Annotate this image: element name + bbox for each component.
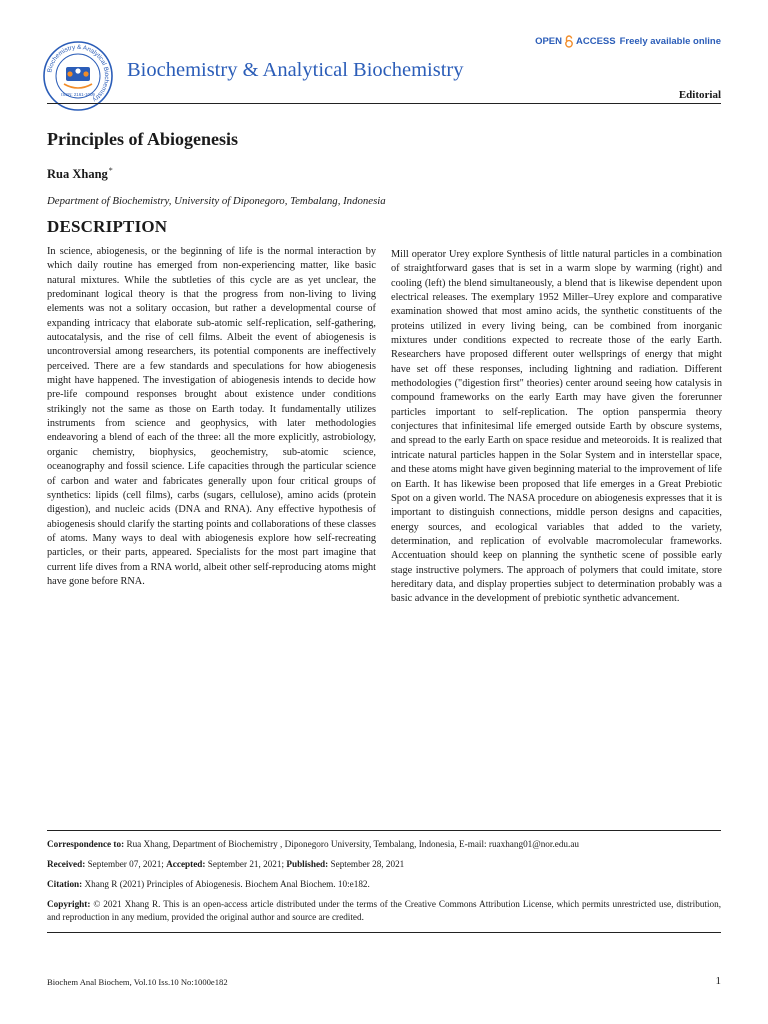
correspondence-text: Rua Xhang, Department of Biochemistry , Diponegoro University, Tembalang, Indonesia, E-mail: ruaxhang01@nor.edu.au (126, 839, 579, 849)
header-divider (47, 103, 721, 104)
correspondence-note (47, 838, 721, 851)
received-label: Received: (47, 859, 86, 869)
author-mark: * (108, 166, 113, 175)
journal-logo (42, 40, 114, 112)
citation-note (47, 878, 721, 891)
received-date: September 07, 2021; (87, 859, 164, 869)
publication-dates (47, 858, 721, 871)
footnote-divider-bottom (47, 932, 721, 933)
article-type: Editorial (678, 89, 721, 101)
page-number: 1 (715, 975, 721, 987)
copyright-note (47, 898, 721, 923)
author-affiliation: Department of Biochemistry, University of Diponegoro, Tembalang, Indonesia (47, 195, 386, 207)
accepted-label: Accepted: (166, 859, 206, 869)
correspondence-label: Correspondence to: (47, 839, 125, 849)
copyright-text: © 2021 Xhang R. This is an open-access article distributed under the terms of the Creative Commons Attribution License, which permits unrestricted use, distribution, and reproduction in any medium, provided the original author and source are credited. (47, 899, 722, 922)
open-access-tail: Freely available online (619, 36, 721, 47)
author-name: Rua Xhang (47, 167, 108, 182)
logo-issn: ISSN: 2161-1009 (61, 92, 95, 97)
published-label: Published: (286, 859, 329, 869)
open-access-access: ACCESS (576, 36, 616, 47)
open-lock-icon (564, 35, 574, 48)
body-column-left: In science, abiogenesis, or the beginning of life is the normal interaction by which daily routine has emerged from non-experiencing matter, like basic natural mixtures. While the subtleties of this cycle are as yet unclear, the predominant logical theory is that the progress from non-living to living elements was not a solitary occasion, but rather a developmental course of expanding intricacy that elaborate sub-atomic self-replication, self-gathering, autocatalysis, and the rise of cell films. Albeit the event of abiogenesis is uncontroversial among researchers, its potential components are ineffectively perceived. There are a few standards and speculations for how abiogenesis might have happened. The investigation of abiogenesis intends to decide how pre-life compound responses brought about existence under conditions strikingly not the same as those on Earth today. It fundamentally utilizes instruments from science and geophysics, with later methodologies endeavoring a blend of each of the three: all the more explicitly, astrobiology, organic chemistry, biophysics, geochemistry, sub-atomic science, oceanography and fossil science. Life capacities through the particular science of carbon and water and fabricates generally upon four critical groups of synthetics: lipids (cell films), carbs (sugars, cellulose), amino acids (protein digestion), and nucleic acids (DNA and RNA). Any effective hypothesis of abiogenesis should clarify the starting points and collaborations of these classes of atoms. Many ways to deal with abiogenesis explore how self-recreating particles, or their parts, appeared. Specialists for the most part imagine that current life dives from a RNA world, albeit other self-reproducing atoms might have gone before RNA. (47, 246, 376, 587)
footnote-divider-top (47, 830, 721, 831)
citation-label: Citation: (47, 879, 83, 889)
article-title: Principles of Abiogenesis (47, 129, 239, 149)
section-heading: DESCRIPTION (47, 217, 168, 236)
running-footer: Biochem Anal Biochem, Vol.10 Iss.10 No:1000e182 (47, 977, 228, 987)
author-line (47, 166, 113, 182)
logo-molecule-icon (64, 67, 92, 88)
open-access-open: OPEN (535, 36, 563, 47)
citation-text: Xhang R (2021) Principles of Abiogenesis. Biochem Anal Biochem. 10:e182. (84, 879, 370, 889)
body-column-right: Mill operator Urey explore Synthesis of little natural particles in a combination of straightforward gases that is set in a warm slope by warming (right) and cooling (left) the blend simultaneously, a blend that is likewise dependent upon electrical releases. The exemplary 1952 Miller–Urey explore and comparative examination showed that most amino acids, the synthetic constituents of the proteins utilized in every living being, can be combined from inorganic mixtures under conditions expected to recreate those of the early Earth. Researchers have proposed different outer wellsprings of energy that might have set off these responses, including lightning and radiation. Different methodologies ("digestion first" theories) center around seeing how catalysis in compound frameworks on the early Earth may have given the forerunner particles important to self-replication. The option panspermia theory conjectures that infinitesimal life emerged outside Earth by obscure systems, and spread to the early Earth on space residue and meteoroids. It is realized that intricate natural particles happen in the Solar System and in interstellar space, and these atoms might have given beginning material to the improvement of life on Earth. It has likewise been proposed that life emerges in a Great Prebiotic Spot on a given world. The NASA procedure on abiogenesis expresses that it is important to distinguish connections, middle person designs and capacities, energy sources, and ecological variables that added to the variety, determination, and replication of evolvable macromolecular frameworks. Accentuation should keep on planning the synthetic scene of possible early stage instructive polymers. The approach of polymers that could imitate, store hereditary data, and display properties subject to determination probably was a basic advance in the development of prebiotic synthetic advancement. (391, 249, 722, 605)
open-access-badge (535, 35, 721, 48)
accepted-date: September 21, 2021; (207, 859, 285, 869)
logo-ring-text: Biochemistry & Analytical Biochemistry (46, 43, 111, 104)
journal-title: Biochemistry & Analytical Biochemistry (127, 59, 464, 81)
published-date: September 28, 2021 (330, 859, 405, 869)
copyright-label: Copyright: (47, 899, 91, 909)
